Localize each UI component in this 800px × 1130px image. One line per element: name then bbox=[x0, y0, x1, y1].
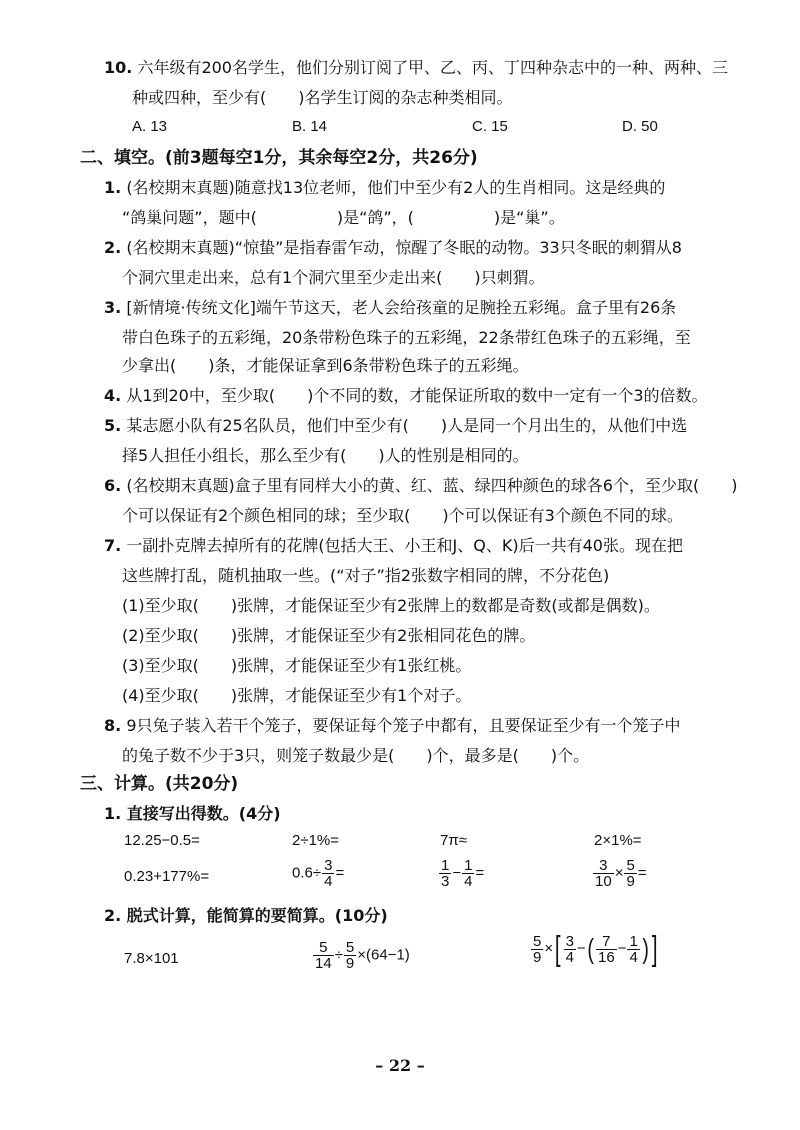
right-paren: ) bbox=[642, 933, 649, 964]
fill-q6-line1: 6. (名校期末真题)盒子里有同样大小的黄、红、蓝、绿四种颜色的球各6个，至少取( ) bbox=[104, 476, 738, 495]
fraction: $\frac{5}{9}$ bbox=[626, 857, 635, 890]
q10-option-b: B. 14 bbox=[292, 118, 328, 135]
q10-option-d: D. 50 bbox=[622, 118, 658, 135]
fill-q3-line2: 带白色珠子的五彩绳，20条带粉色珠子的五彩绳，22条带红色珠子的五彩绳，至 bbox=[122, 328, 691, 347]
calc-expr-3: $\frac{5}{9}$ ×[ $\frac{3}{4}$ −( $\frac{7}{16}$ − $\frac{1}{4}$ )] bbox=[533, 930, 658, 968]
q10-option-a: A. 13 bbox=[132, 118, 168, 135]
oral-expr-1: 12.25−0.5= bbox=[124, 832, 200, 849]
calc-sub1-title: 1. 直接写出得数。(4分) bbox=[104, 804, 281, 823]
fraction: $\frac{7}{16}$ bbox=[598, 932, 615, 966]
fraction: $\frac{5}{14}$ bbox=[315, 939, 332, 972]
q10-line2: 种或四种，至少有( )名学生订阅的杂志种类相同。 bbox=[132, 88, 513, 107]
fraction: $\frac{1}{4}$ bbox=[629, 932, 638, 966]
fraction: $\frac{1}{3}$ bbox=[441, 857, 450, 890]
fraction: $\frac{1}{4}$ bbox=[464, 857, 473, 890]
fill-q7-sub4: (4)至少取( )张牌，才能保证至少有1个对子。 bbox=[122, 686, 472, 705]
oral-expr-8: $\frac{3}{10}$ × $\frac{5}{9}$ = bbox=[595, 857, 647, 890]
fill-q1-line2: “鸽巢问题”，题中( )是“鸽”，( )是“巢”。 bbox=[122, 208, 565, 227]
oral-expr-4: 2×1%= bbox=[594, 832, 642, 849]
left-paren: ( bbox=[587, 933, 594, 964]
left-bracket: [ bbox=[555, 930, 561, 968]
fill-q3-line1: 3. [新情境·传统文化]端午节这天，老人会给孩童的足腕拴五彩绳。盒子里有26条 bbox=[104, 298, 677, 317]
fraction: $\frac{5}{9}$ bbox=[345, 939, 355, 972]
fill-q2-line1: 2. (名校期末真题)“惊蛰”是指春雷乍动，惊醒了冬眠的动物。33只冬眠的刺猬从8 bbox=[104, 238, 682, 257]
fill-q7-line1: 7. 一副扑克牌去掉所有的花牌(包括大王、小王和J、Q、K)后一共有40张。现在把 bbox=[104, 536, 683, 555]
fill-q1-line1: 1. (名校期末真题)随意找13位老师，他们中至少有2人的生肖相同。这是经典的 bbox=[104, 178, 666, 197]
calc-expr-1: 7.8×101 bbox=[124, 950, 179, 967]
oral-expr-6: 0.6÷ $\frac{3}{4}$ = bbox=[292, 857, 345, 890]
oral-expr-3: 7π≈ bbox=[440, 832, 467, 849]
section2-title: 二、填空。(前3题每空1分，其余每空2分，共26分) bbox=[80, 148, 478, 168]
fill-q7-sub2: (2)至少取( )张牌，才能保证至少有2张相同花色的牌。 bbox=[122, 626, 536, 645]
fill-q7-line2: 这些牌打乱，随机抽取一些。(“对子”指2张数字相同的牌，不分花色) bbox=[122, 566, 610, 585]
fraction: $\frac{3}{4}$ bbox=[324, 857, 333, 890]
fraction: $\frac{3}{10}$ bbox=[595, 857, 612, 890]
fill-q2-line2: 个洞穴里走出来，总有1个洞穴里至少走出来( )只刺猬。 bbox=[122, 268, 545, 287]
fill-q6-line2: 个可以保证有2个颜色相同的球；至少取( )个可以保证有3个颜色不同的球。 bbox=[122, 506, 683, 525]
right-bracket: ] bbox=[652, 930, 658, 968]
oral-expr-7: $\frac{1}{3}$ − $\frac{1}{4}$ = bbox=[441, 857, 485, 890]
calc-sub2-title: 2. 脱式计算，能简算的要简算。(10分) bbox=[104, 906, 388, 925]
oral-expr-2: 2÷1%= bbox=[292, 832, 340, 849]
fill-q8-line1: 8. 9只兔子装入若干个笼子，要保证每个笼子中都有，且要保证至少有一个笼子中 bbox=[104, 716, 681, 735]
fill-q7-sub1: (1)至少取( )张牌，才能保证至少有2张牌上的数都是奇数(或都是偶数)。 bbox=[122, 596, 660, 615]
fill-q3-line3: 少拿出( )条，才能保证拿到6条带粉色珠子的五彩绳。 bbox=[122, 356, 529, 375]
fraction: $\frac{5}{9}$ bbox=[533, 932, 542, 966]
fill-q5-line1: 5. 某志愿小队有25名队员，他们中至少有( )人是同一个月出生的，从他们中选 bbox=[104, 416, 688, 435]
fill-q4-line1: 4. 从1到20中，至少取( )个不同的数，才能保证所取的数中一定有一个3的倍数。 bbox=[104, 386, 708, 405]
fill-q8-line2: 的兔子数不少于3只，则笼子数最少是( )个，最多是( )个。 bbox=[122, 746, 590, 765]
fraction: $\frac{3}{4}$ bbox=[565, 932, 574, 966]
q10-line1: 10. 六年级有200名学生，他们分别订阅了甲、乙、丙、丁四种杂志中的一种、两种、三 bbox=[104, 58, 728, 77]
page-number: – 22 – bbox=[375, 1056, 425, 1075]
q10-option-c: C. 15 bbox=[472, 118, 508, 135]
fill-q5-line2: 择5人担任小组长，那么至少有( )人的性别是相同的。 bbox=[122, 446, 529, 465]
fill-q7-sub3: (3)至少取( )张牌，才能保证至少有1张红桃。 bbox=[122, 656, 472, 675]
section3-title: 三、计算。(共20分) bbox=[80, 774, 239, 794]
calc-expr-2: $\frac{5}{14}$ ÷ $\frac{5}{9}$ ×(64−1) bbox=[315, 939, 410, 972]
oral-expr-5: 0.23+177%= bbox=[124, 868, 210, 885]
